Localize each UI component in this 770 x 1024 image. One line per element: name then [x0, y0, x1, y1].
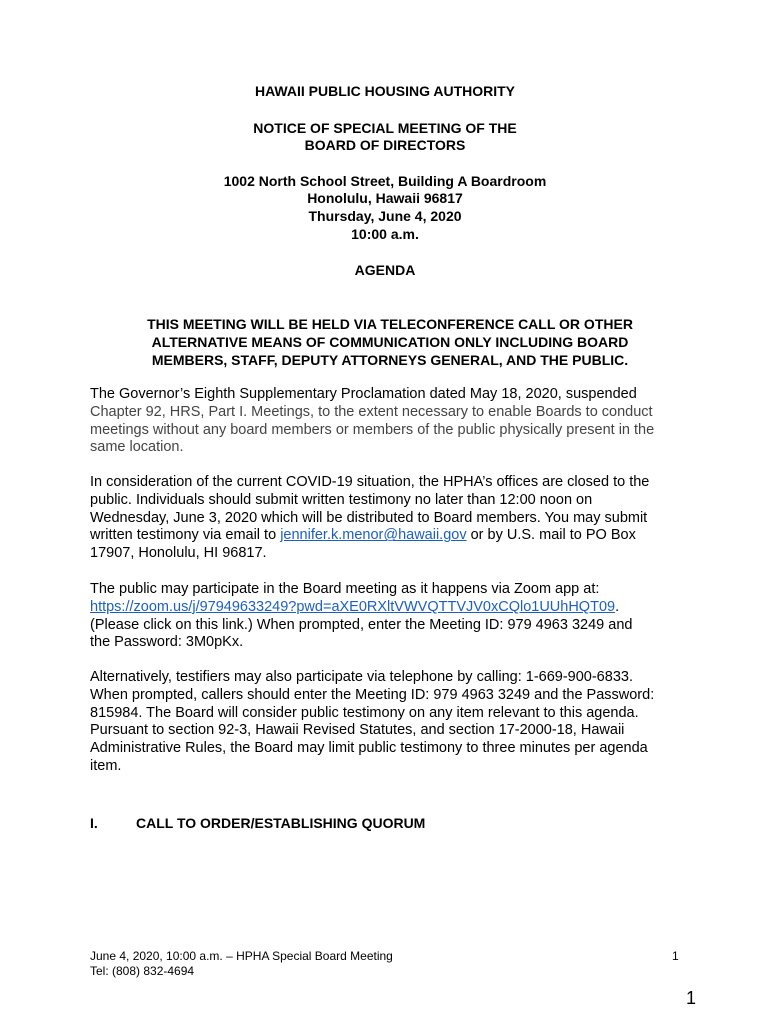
- agenda-section-item: [90, 814, 425, 832]
- section-title: CALL TO ORDER/ESTABLISHING QUORUM: [136, 815, 426, 831]
- footer-meeting-info: June 4, 2020, 10:00 a.m. – HPHA Special Board Meeting: [90, 949, 393, 963]
- meeting-date: Thursday, June 4, 2020: [308, 208, 462, 224]
- meeting-address-line1: 1002 North School Street, Building A Boardroom: [223, 173, 547, 189]
- phone-paragraph: [90, 669, 690, 776]
- phone-line5: Administrative Rules, the Board may limit public testimony to three minutes per agenda: [90, 740, 648, 757]
- covid-paragraph: [90, 474, 690, 563]
- phone-line4: Pursuant to section 92-3, Hawaii Revised Statutes, and section 17-2000-18, Hawaii: [90, 722, 625, 739]
- proclamation-line4: same location.: [90, 439, 184, 456]
- teleconference-notice-line2: ALTERNATIVE MEANS OF COMMUNICATION ONLY INCLUDING BOARD: [151, 334, 629, 350]
- org-title: HAWAII PUBLIC HOUSING AUTHORITY: [254, 83, 516, 99]
- covid-line4-before: written testimony via email to: [90, 527, 281, 544]
- proclamation-line3: meetings without any board members or members of the public physically present in the: [90, 421, 655, 438]
- teleconference-notice: [90, 315, 690, 369]
- zoom-link[interactable]: https://zoom.us/j/97949633249?pwd=aXE0RXltVWVQTTVJV0xCQlo1UUhHQT09: [90, 598, 616, 615]
- meeting-time: 10:00 a.m.: [351, 226, 419, 242]
- email-link[interactable]: jennifer.k.menor@hawaii.gov: [280, 527, 467, 544]
- covid-line4: [90, 527, 690, 545]
- covid-line1: In consideration of the current COVID-19 situation, the HPHA’s offices are closed to the: [90, 474, 650, 490]
- agenda-heading: AGENDA: [354, 262, 416, 278]
- covid-line4-after: or by U.S. mail to PO Box: [466, 527, 636, 544]
- phone-line3: 815984. The Board will consider public testimony on any item relevant to this agenda.: [90, 704, 639, 721]
- footer-phone: Tel: (808) 832-4694: [90, 964, 195, 978]
- section-number: I.: [90, 815, 98, 831]
- zoom-url-period: .: [615, 598, 620, 615]
- phone-line6: item.: [90, 757, 122, 774]
- zoom-line1: The public may participate in the Board meeting as it happens via Zoom app at:: [90, 581, 600, 597]
- viewer-page-number: 1: [686, 988, 697, 1008]
- meeting-address-line2: Honolulu, Hawaii 96817: [307, 190, 463, 206]
- zoom-line3: (Please click on this link.) When prompted, enter the Meeting ID: 979 4963 3249 and: [90, 616, 633, 633]
- zoom-line2: [90, 599, 690, 617]
- zoom-line4: the Password: 3M0pKx.: [90, 634, 244, 651]
- phone-line1: Alternatively, testifiers may also participate via telephone by calling: 1-669-900-6833.: [90, 669, 633, 685]
- proclamation-line1: The Governor’s Eighth Supplementary Proclamation dated May 18, 2020, suspended: [90, 386, 637, 402]
- footer-page-number: 1: [672, 949, 679, 963]
- covid-line5: 17907, Honolulu, HI 96817.: [90, 545, 267, 562]
- zoom-paragraph: [90, 581, 690, 652]
- covid-line2: public. Individuals should submit written testimony no later than 12:00 noon on: [90, 491, 593, 508]
- phone-line2: When prompted, callers should enter the Meeting ID: 979 4963 3249 and the Password:: [90, 686, 655, 703]
- covid-line3: Wednesday, June 3, 2020 which will be distributed to Board members. You may submit: [90, 509, 648, 526]
- notice-title-line2: BOARD OF DIRECTORS: [304, 137, 466, 153]
- teleconference-notice-line1: THIS MEETING WILL BE HELD VIA TELECONFERENCE CALL OR OTHER: [147, 316, 633, 332]
- proclamation-line2: Chapter 92, HRS, Part I. Meetings, to the extent necessary to enable Boards to conduct: [90, 403, 653, 420]
- teleconference-notice-line3: MEMBERS, STAFF, DEPUTY ATTORNEYS GENERAL, AND THE PUBLIC.: [151, 352, 629, 368]
- notice-title-line1: NOTICE OF SPECIAL MEETING OF THE: [253, 120, 517, 136]
- proclamation-paragraph: [90, 386, 690, 457]
